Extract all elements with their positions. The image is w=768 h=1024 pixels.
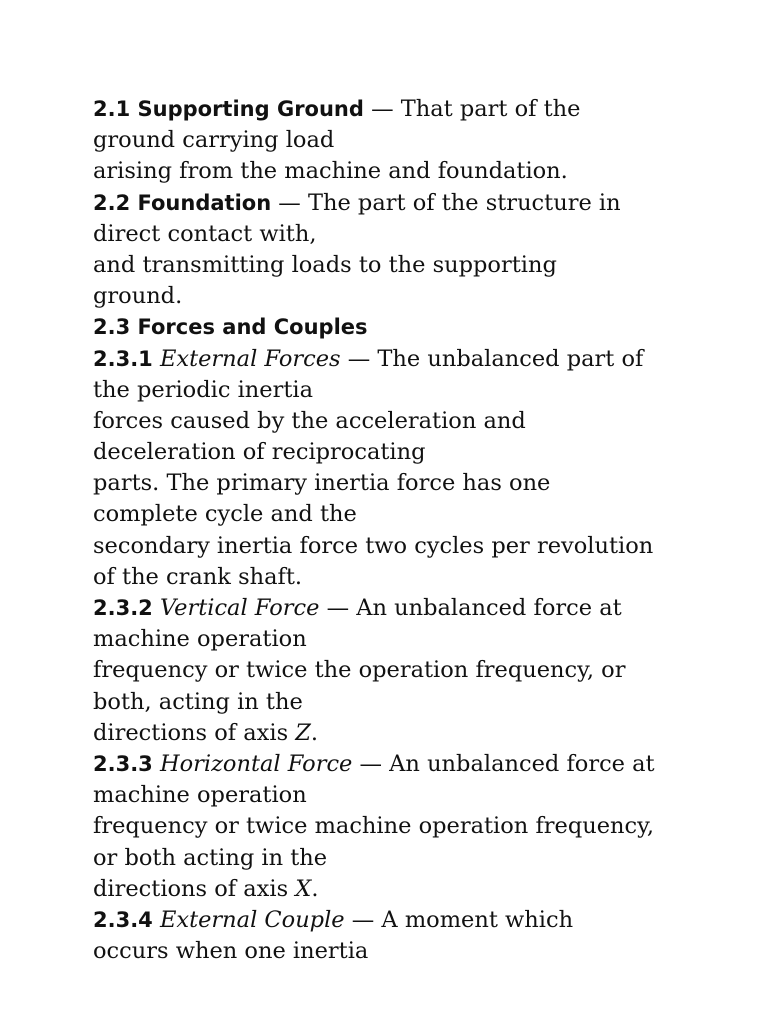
- section-2-2-line-1: [93, 188, 693, 219]
- section-2-3-3-line-5: [93, 874, 693, 905]
- section-2-3-3-number: 2.3.3: [93, 751, 153, 776]
- section-2-3-1-line-1: [93, 344, 693, 375]
- section-2-2-text-3: and transmitting loads to the supporting: [93, 251, 557, 278]
- document-body: [93, 94, 693, 967]
- section-2-3-1-number: 2.3.1: [93, 346, 153, 371]
- section-2-1-heading: 2.1 Supporting Ground: [93, 97, 364, 121]
- section-2-3-2-text-4: both, acting in the: [93, 688, 303, 715]
- section-2-3-2-text-1: — An unbalanced force at: [319, 595, 622, 621]
- section-2-3-3-text-3: frequency or twice machine operation frequency,: [93, 813, 655, 840]
- section-2-3-3-end: .: [311, 875, 319, 902]
- section-2-3-1-text-6: complete cycle and the: [93, 501, 357, 528]
- section-2-3-2-number: 2.3.2: [93, 596, 153, 620]
- section-2-3-1-text-8: of the crank shaft.: [93, 563, 303, 590]
- section-2-3-4-line-1: [93, 905, 693, 936]
- section-2-3-4-text-1: — A moment which: [344, 906, 574, 933]
- section-2-2-text-1: — The part of the structure in: [271, 189, 621, 216]
- section-2-1-text-1: — That part of the: [363, 96, 581, 122]
- section-2-3-1-text-7: secondary inertia force two cycles per revolution: [93, 532, 654, 559]
- section-2-3-4-title: External Couple: [159, 906, 345, 933]
- section-2-3-3-text-5: directions of axis: [93, 875, 296, 902]
- section-2-3-3-title: Horizontal Force: [159, 750, 353, 777]
- section-2-2-heading: 2.2 Foundation: [93, 190, 272, 215]
- section-2-3-3-axis: X: [295, 875, 312, 902]
- section-2-1-line-1: [93, 94, 693, 125]
- section-2-3-2-end: .: [310, 719, 319, 746]
- section-2-3-1-text-1: — The unbalanced part of: [340, 345, 644, 372]
- section-2-3-1-text-5: parts. The primary inertia force has one: [93, 470, 551, 497]
- section-2-3-3-line-1: [93, 749, 693, 780]
- section-2-3-1-text-2: the periodic inertia: [93, 376, 313, 403]
- section-2-3-4-number: 2.3.4: [93, 907, 153, 932]
- section-2-3-2-text-5: directions of axis: [93, 719, 296, 746]
- section-2-3-3-text-1: — An unbalanced force at: [352, 750, 655, 777]
- section-2-3-2-axis: Z: [295, 719, 311, 746]
- section-2-2-text-4: ground.: [93, 283, 183, 310]
- section-2-3-1-title: External Forces: [159, 345, 341, 372]
- section-2-3-3-text-4: or both acting in the: [93, 844, 328, 871]
- section-2-1-text-2: ground carrying load: [93, 127, 335, 154]
- section-2-1-text-3: arising from the machine and foundation.: [93, 158, 568, 185]
- section-2-3-1-text-3: forces caused by the acceleration and: [93, 407, 526, 434]
- section-2-3-1-text-4: deceleration of reciprocating: [93, 439, 426, 466]
- section-2-3-2-line-5: [93, 718, 693, 749]
- section-2-2-text-2: direct contact with,: [93, 220, 317, 247]
- section-2-3-2-title: Vertical Force: [159, 595, 320, 621]
- section-2-3-2-line-1: [93, 593, 693, 624]
- section-2-3-2-text-2: machine operation: [93, 626, 307, 653]
- section-2-3-2-text-3: frequency or twice the operation frequency, or: [93, 657, 626, 684]
- section-2-3-heading: 2.3 Forces and Couples: [93, 315, 368, 340]
- section-2-3-3-text-2: machine operation: [93, 782, 307, 809]
- section-2-3-4-text-2: occurs when one inertia: [93, 938, 369, 965]
